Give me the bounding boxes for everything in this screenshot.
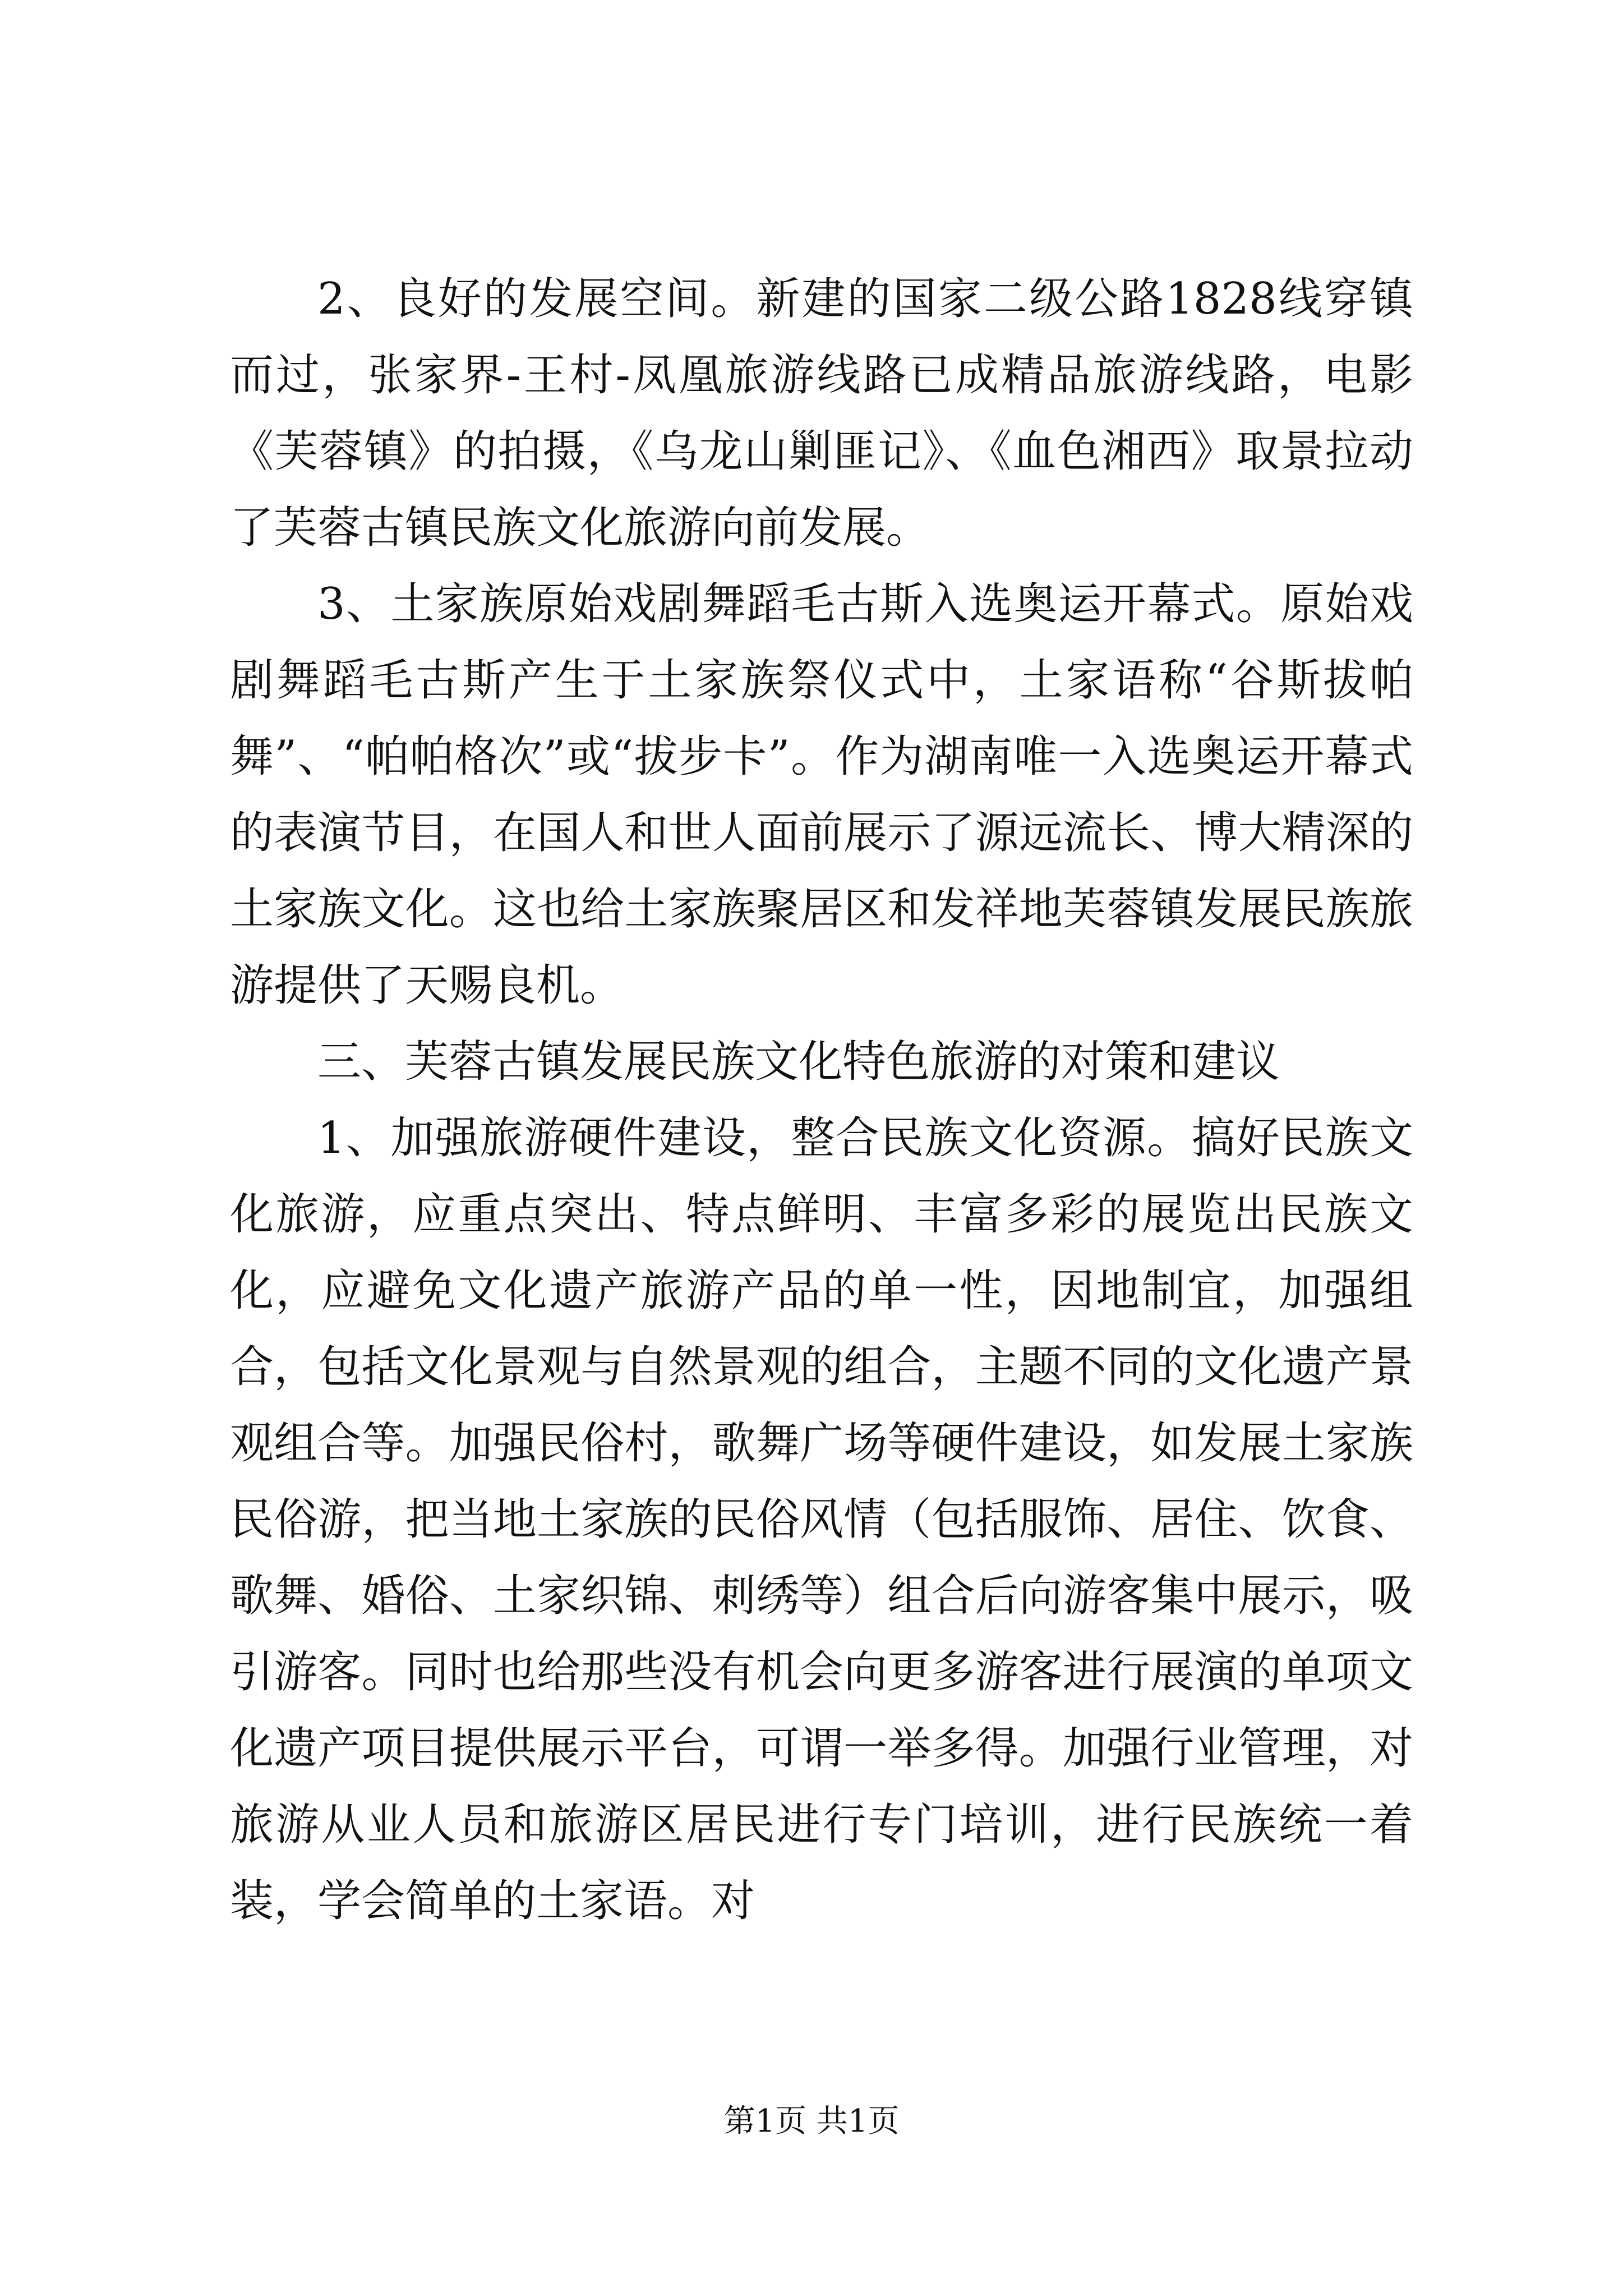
paragraph-maogusi-olympics: 3、土家族原始戏剧舞蹈毛古斯入选奥运开幕式。原始戏剧舞蹈毛古斯产生于土家族祭仪式中，土家语称“谷斯拔帕舞”、“帕帕格次”或“拔步卡”。作为湖南唯一入选奥运开幕式的表演节目，在国人和世人面前展示了源远流长、博大精深的土家族文化。这也给土家族聚居区和发祥地芙蓉镇发展民族旅游提供了天赐良机。 [230, 579, 1413, 1011]
document-body [230, 261, 1413, 1939]
paragraph-hardware-construction: 1、加强旅游硬件建设，整合民族文化资源。搞好民族文化旅游，应重点突出、特点鲜明、丰富多彩的展览出民族文化，应避免文化遗产旅游产品的单一性，因地制宜，加强组合，包括文化景观与自然景观的组合，主题不同的文化遗产景观组合等。加强民俗村，歌舞广场等硬件建设，如发展土家族民俗游，把当地土家族的民俗风情（包括服饰、居住、饮食、歌舞、婚俗、土家织锦、刺绣等）组合后向游客集中展示，吸引游客。同时也给那些没有机会向更多游客进行展演的单项文化遗产项目提供展示平台，可谓一举多得。加强行业管理，对旅游从业人员和旅游区居民进行专门培训，进行民族统一着装，学会简单的土家语。对 [230, 1113, 1413, 1926]
page-footer: 第1页 共1页 [723, 2103, 900, 2139]
section-heading-countermeasures: 三、芙蓉古镇发展民族文化特色旅游的对策和建议 [317, 1037, 1280, 1087]
paragraph-development-space: 2、良好的发展空间。新建的国家二级公路1828线穿镇而过，张家界-王村-凤凰旅游线路已成精品旅游线路，电影《芙蓉镇》的拍摄，《乌龙山剿匪记》、《血色湘西》取景拉动了芙蓉古镇民族文化旅游向前发展。 [230, 274, 1413, 553]
